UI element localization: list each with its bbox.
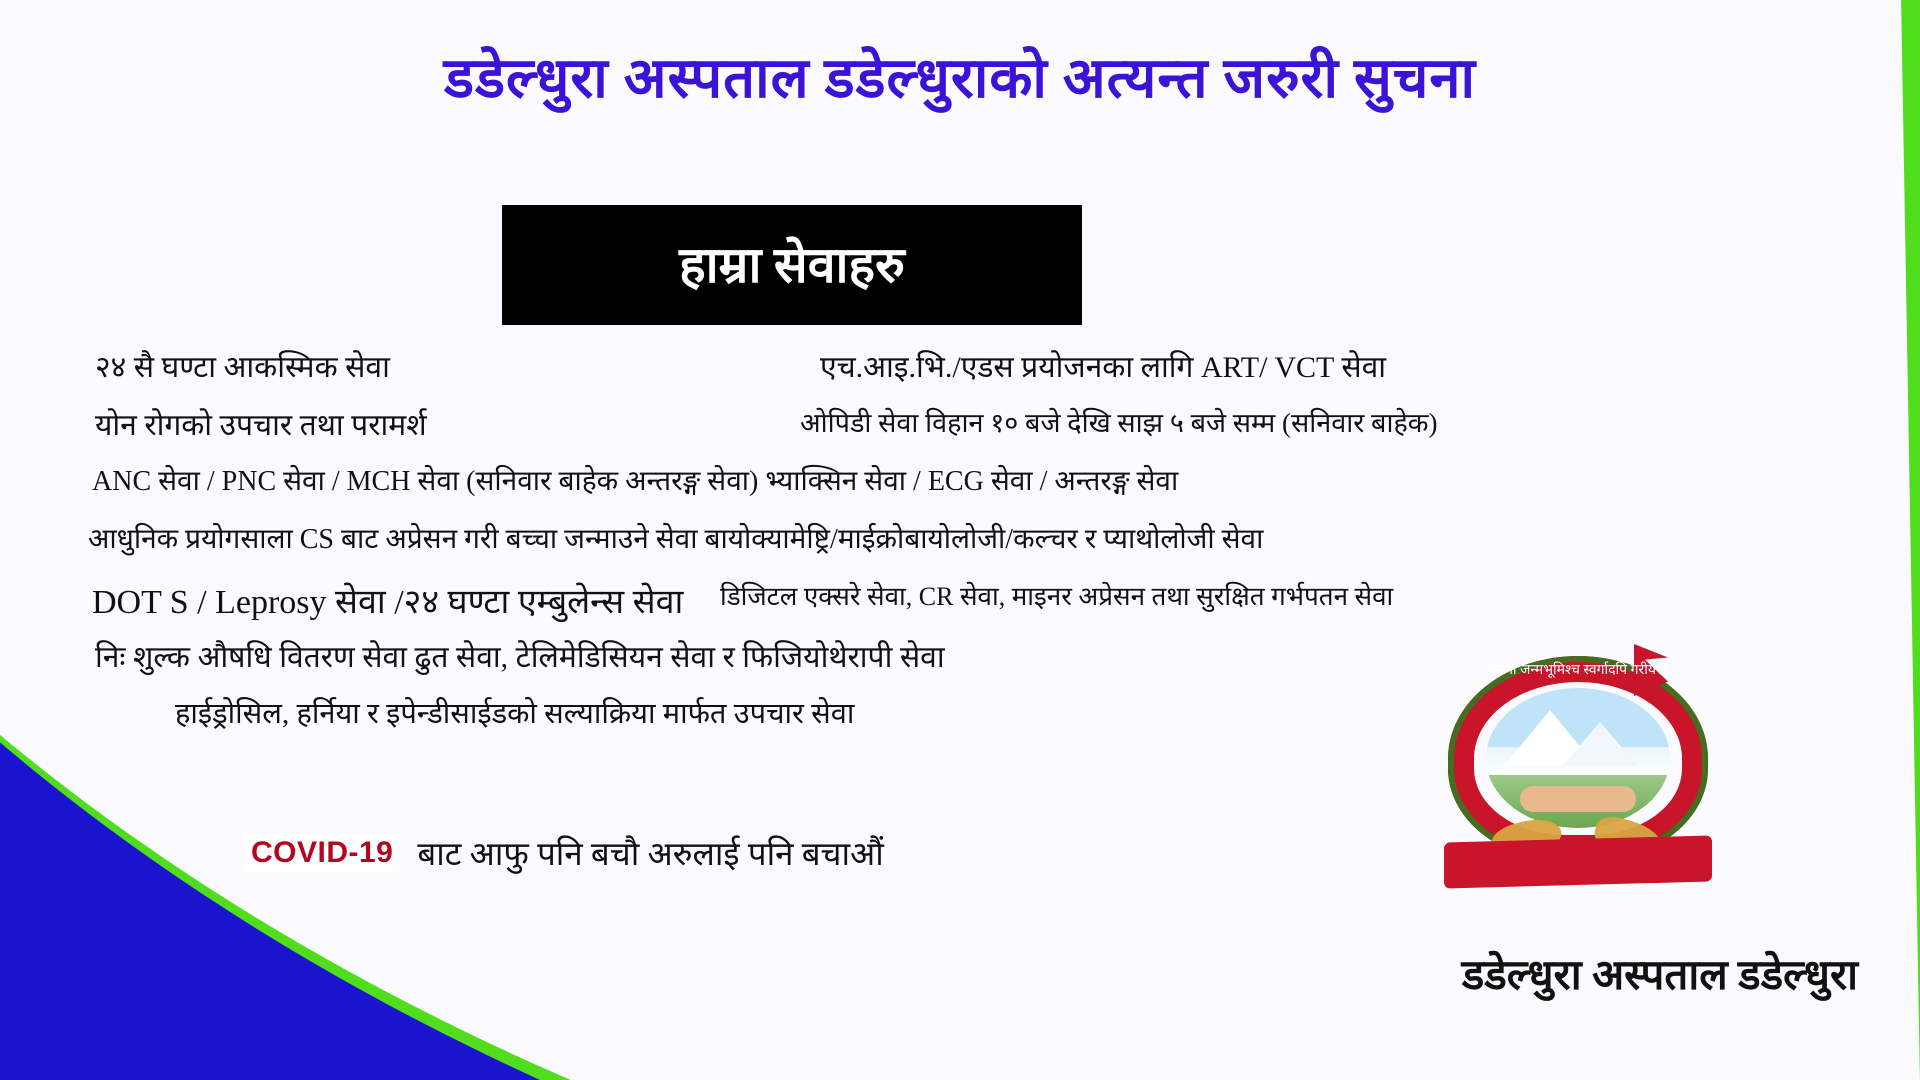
service-row <box>0 345 1920 403</box>
service-row <box>0 403 1920 461</box>
service-text-left: २४ सै घण्टा आकस्मिक सेवा <box>95 351 390 384</box>
service-row <box>0 577 1920 635</box>
service-row <box>0 519 1920 577</box>
service-text-right: एच.आइ.भि./एडस प्रयोजनका लागि ART/ VCT सेवा <box>820 351 1387 384</box>
covid-message: बाट आफु पनि बचौ अरुलाई पनि बचाऔं <box>417 837 884 873</box>
hospital-name: डडेल्धुरा अस्पताल डडेल्धुरा <box>1461 953 1858 999</box>
nepal-emblem-icon <box>1438 648 1718 903</box>
service-text-left: आधुनिक प्रयोगसाला CS बाट अप्रेसन गरी बच्चा जन्माउने सेवा बायोक्यामेष्ट्रि/माईक्रोबायोलोजी/कल्चर र प्याथोलोजी सेवा <box>88 524 1264 555</box>
services-banner <box>502 205 1082 325</box>
services-banner-label: हाम्रा सेवाहरु <box>679 237 905 293</box>
emblem-ribbon <box>1444 835 1712 888</box>
page-title: डडेल्धुरा अस्पताल डडेल्धुराको अत्यन्त जरुरी सुचना <box>444 48 1476 110</box>
covid-notice <box>245 830 884 875</box>
handshake-icon <box>1520 786 1636 812</box>
service-text-right: ओपिडी सेवा विहान १० बजे देखि साझ ५ बजे सम्म (सनिवार बाहेक) <box>800 408 1438 438</box>
service-text-right: डिजिटल एक्सरे सेवा, CR सेवा, माइनर अप्रेसन तथा सुरक्षित गर्भपतन सेवा <box>720 582 1394 611</box>
service-text-left: DOT S / Leprosy सेवा /२४ घण्टा एम्बुलेन्स सेवा <box>92 584 684 621</box>
service-text-left: निः शुल्क औषधि वितरण सेवा ढुत सेवा, टेलिमेडिसियन सेवा र फिजियोथेरापी सेवा <box>95 641 945 674</box>
service-text-left: हाईड्रोसिल, हर्निया र इपेन्डीसाईडको सल्याक्रिया मार्फत उपचार सेवा <box>175 698 855 730</box>
mountain-icon <box>1562 722 1638 766</box>
service-text-left: योन रोगको उपचार तथा परामर्श <box>95 409 427 442</box>
emblem-scene <box>1486 688 1670 828</box>
service-row <box>0 461 1920 519</box>
service-text-left: ANC सेवा / PNC सेवा / MCH सेवा (सनिवार बाहेक अन्तरङ्ग सेवा) भ्याक्सिन सेवा / ECG सेवा / अन्तरङ्ग सेवा <box>92 466 1179 497</box>
covid-badge: COVID-19 <box>245 834 399 872</box>
emblem-motto: जननी जन्मभूमिश्च स्वर्गादपि गरीयसी <box>1486 663 1670 678</box>
